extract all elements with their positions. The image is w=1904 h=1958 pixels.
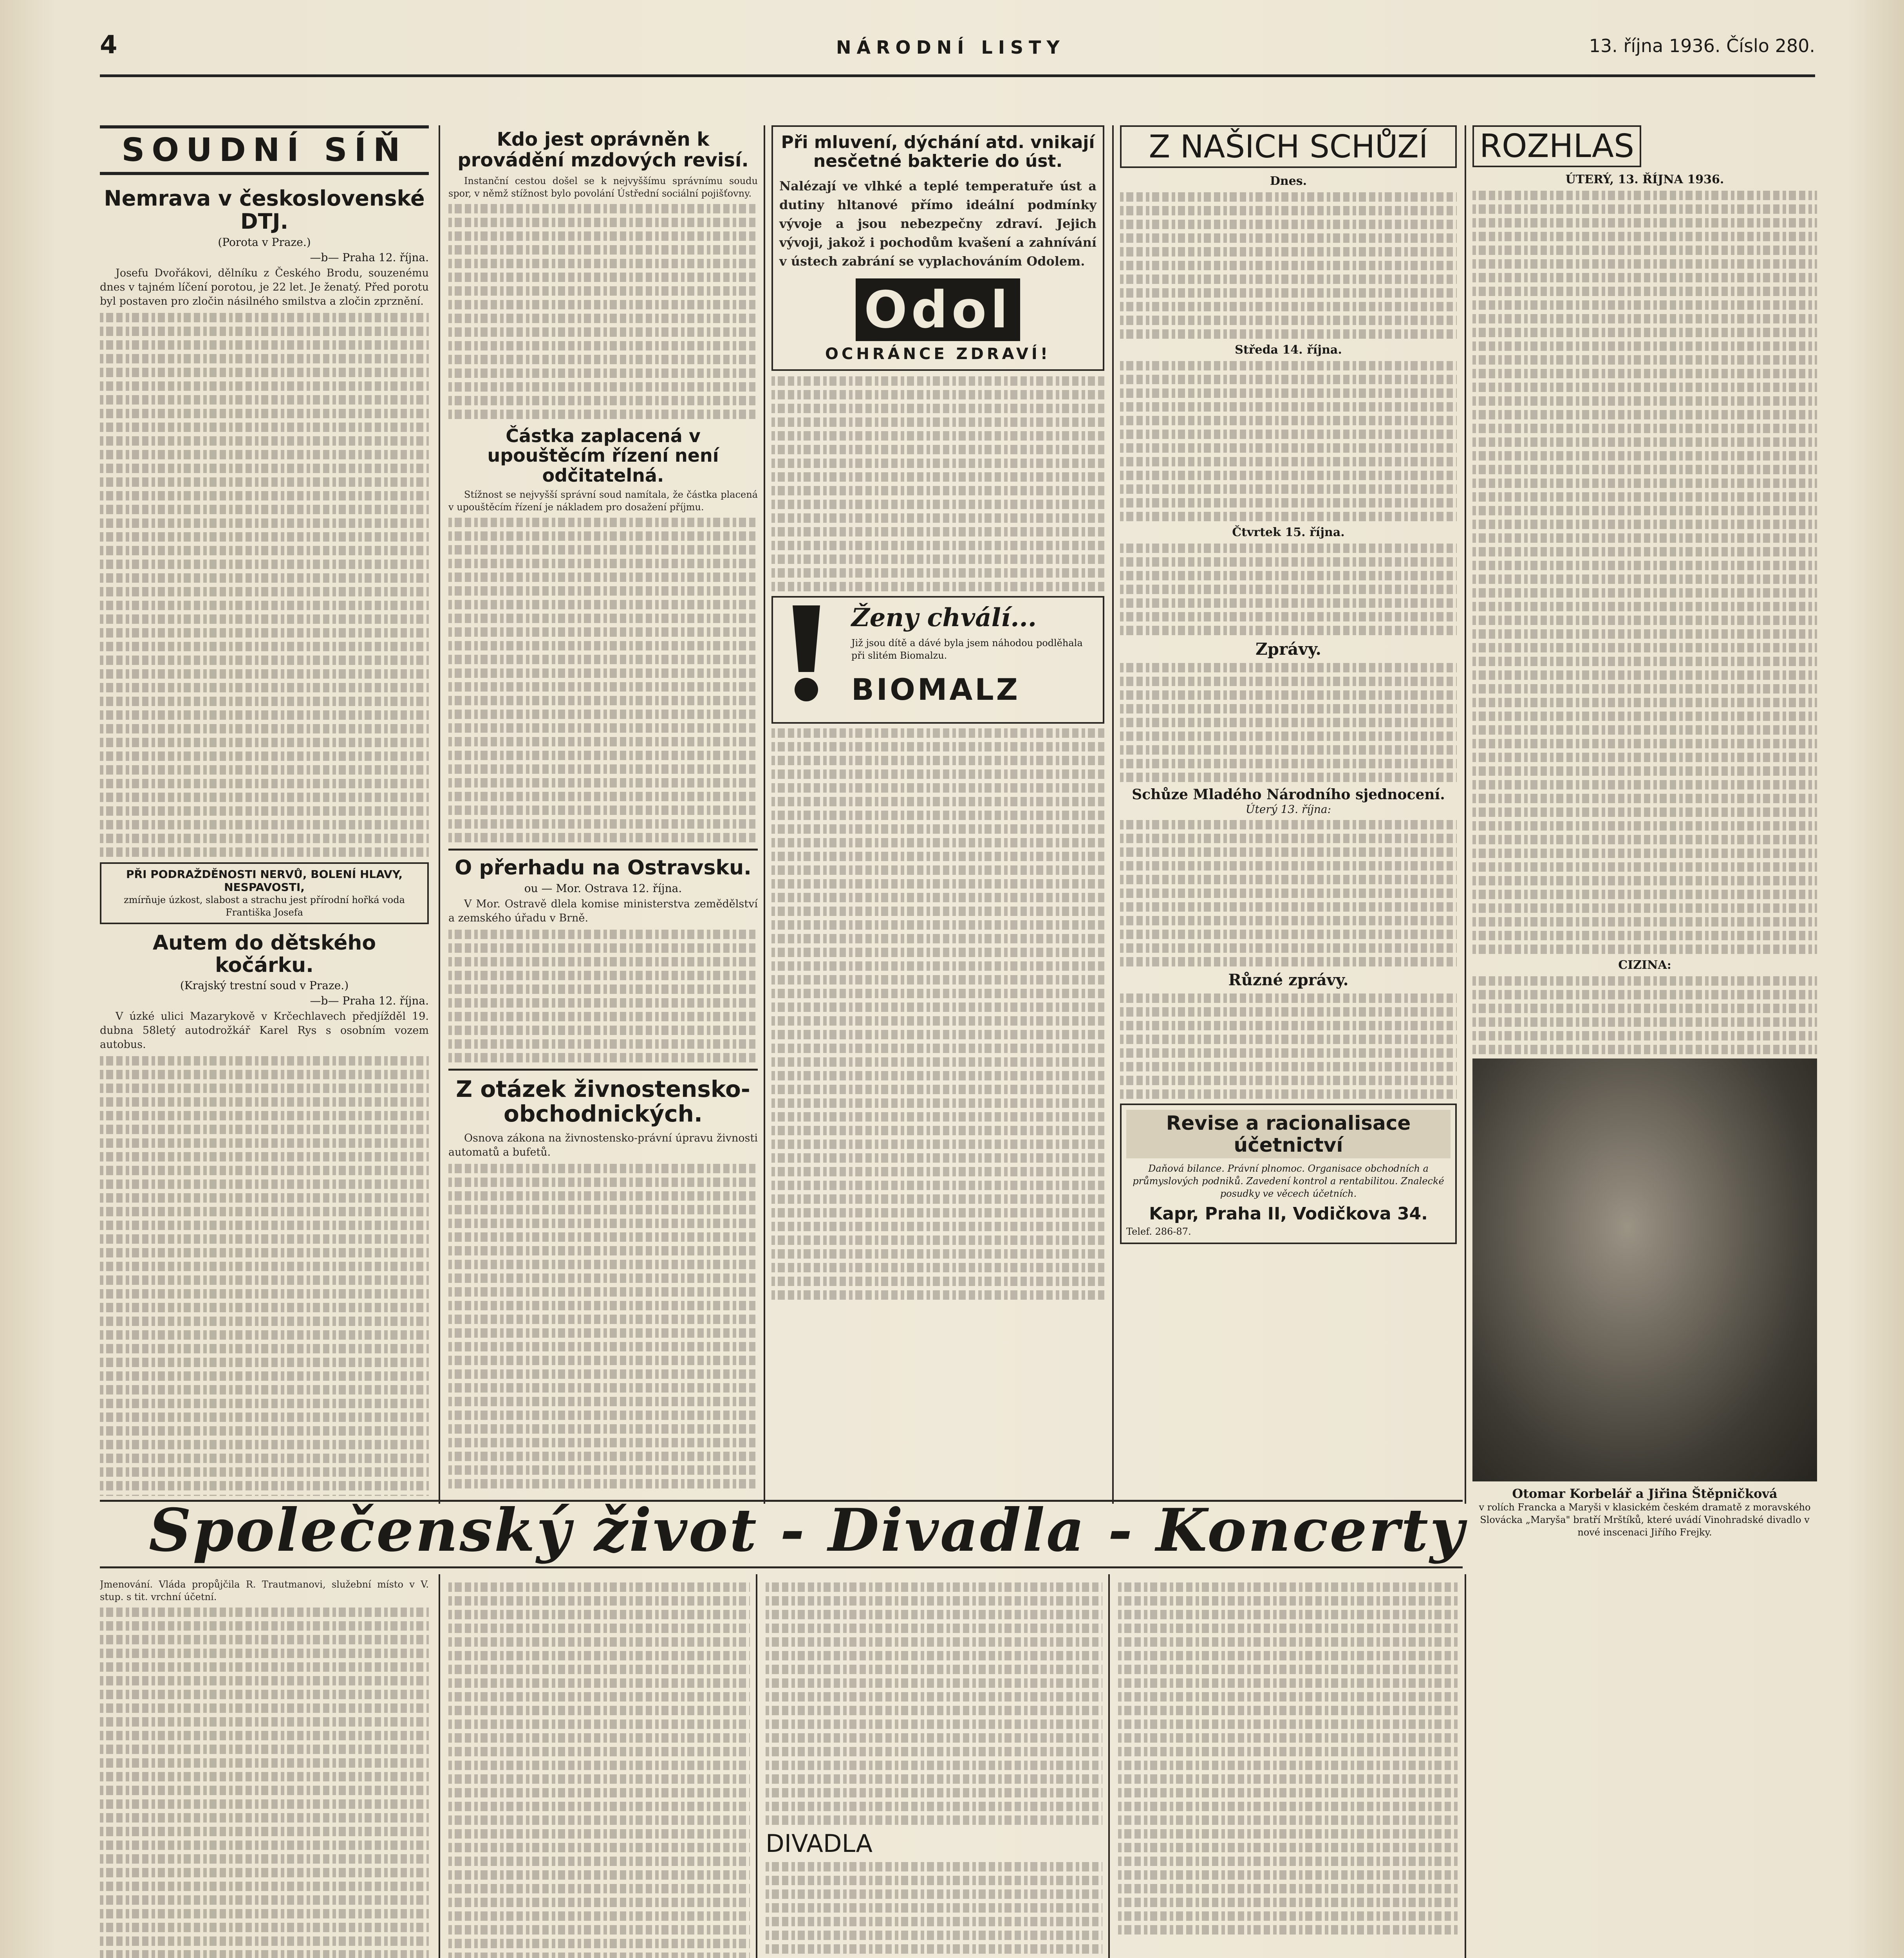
odol-logo: Odol [856, 278, 1020, 341]
divider [448, 849, 758, 851]
theatre-column [766, 1578, 1102, 1958]
article-byline: ou — Mor. Ostrava 12. října. [524, 881, 682, 895]
section-heading: Schůze Mladého Národního sjednocení. [1132, 786, 1445, 803]
revise-phone: Telef. 286-87. [1126, 1226, 1191, 1237]
text-filler [771, 728, 1104, 1300]
article-lead: Josefu Dvořákovi, dělníku z Českého Brodu, souzenému dnes v tajném líčení porotou, je 22 let. Je ženatý. Před porotu byl postaven pro zločin násilného smilstva a zločin zprznění. [100, 267, 429, 307]
text-filler [1120, 544, 1457, 635]
biomalz-text: Již jsou dítě a dávé byla jsem náhodou podlěhala při slitém Biomalzu. [851, 637, 1083, 661]
column-rule [1112, 125, 1114, 1504]
article-lead: V Mor. Ostravě dlela komise ministerstva zemědělství a zemského úřadu v Brně. [448, 898, 758, 924]
revise-text: Daňová bilance. Právní plnomoc. Organisace obchodních a průmyslových podniků. Zavedení kontrol a rentabilitou. Znalecké posudky ve věcech účetních. [1133, 1163, 1444, 1199]
page-header [100, 27, 1815, 77]
column-rule [756, 1574, 757, 1958]
article-title: Nemrava v československé DTJ. [104, 186, 425, 234]
section-heading: Dnes. [1270, 174, 1307, 188]
page-number: 4 [100, 31, 117, 60]
text-filler [448, 518, 758, 842]
photo-caption: v rolích Francka a Maryši v klasickém českém dramatě z moravského Slovácka „Maryša" bratří Mrštíků, které uvádí Vinohradské divadlo v nové inscenaci Jiřího Frejky. [1479, 1502, 1811, 1538]
revise-headline: Revise a racionalisace účetnictví [1126, 1110, 1451, 1158]
article-subtitle: (Krajský trestní soud v Praze.) [180, 979, 349, 992]
text-filler [448, 1582, 750, 1958]
text-filler [448, 930, 758, 1062]
text-filler [1472, 976, 1817, 1054]
article-lead: V úzké ulici Mazarykově v Krčechlavech předjížděl 19. dubna 58letý autodrožkář Karel Rys s osobním vozem autobus. [100, 1010, 429, 1051]
text-filler [1472, 191, 1817, 954]
column-rule [439, 1574, 440, 1958]
exclamation-icon [781, 605, 832, 703]
radio-heading: ROZHLAS [1472, 125, 1641, 167]
text-filler [100, 313, 429, 857]
article-body [100, 1010, 429, 1052]
text-filler [1120, 192, 1457, 339]
article-subtitle: (Porota v Praze.) [218, 235, 311, 249]
section-heading: Různé zprávy. [1228, 971, 1349, 989]
theatre-photo [1472, 1058, 1817, 1481]
article-body [448, 488, 758, 513]
biomalz-logo: BIOMALZ [851, 672, 1020, 707]
article-body [448, 897, 758, 925]
article-lead: Stížnost se nejvyšší správní soud namítala, že částka placená v upouštěcím řízení je nákladem pro dosažení příjmu. [448, 489, 758, 513]
text-filler [1120, 663, 1457, 782]
theatre-column-2 [1118, 1578, 1459, 1958]
text-filler [766, 1582, 1102, 1825]
meetings-heading: Z NAŠICH SCHŮZÍ [1120, 125, 1457, 168]
column-rule [1465, 125, 1466, 1504]
court-banner: SOUDNÍ SÍŇ [100, 125, 429, 175]
column-rule [1108, 1574, 1110, 1958]
text-filler [766, 1862, 1102, 1958]
odol-ad [771, 125, 1104, 371]
section-heading: CIZINA: [1618, 958, 1671, 972]
odol-text: Nalézají ve vlhké a teplé temperatuře úst a dutiny hltanové přímo ideální podmínky vývoje a jsou nebezpečny zdraví. Jejich vývoji, jakož i pochodům kvašení a zahnívání v ústech zabrání se vyplachováním Odolem. [779, 178, 1097, 269]
text-filler [1120, 361, 1457, 521]
article-lead: Osnova zákona na živnostensko-právní úpravu živnosti automatů a bufetů. [448, 1132, 758, 1159]
divider [448, 1069, 758, 1071]
article-dateline: —b— Praha 12. října. [310, 251, 429, 264]
odol-tagline: OCHRÁNCE ZDRAVÍ! [825, 345, 1051, 363]
revise-address: Kapr, Praha II, Vodičkova 34. [1149, 1204, 1428, 1224]
society-column [100, 1578, 429, 1958]
article-title: O přerhadu na Ostravsku. [455, 856, 751, 880]
meetings-column [1120, 125, 1457, 1500]
article-title: Z otázek živnostensko-obchodnických. [456, 1075, 750, 1127]
legal-column [448, 129, 758, 1500]
article-body [448, 175, 758, 200]
radio-column [1472, 125, 1817, 1958]
photo-caption-title: Otomar Korbelář a Jiřina Štěpničková [1512, 1486, 1778, 1501]
text-filler [100, 1608, 429, 1958]
biomalz-ad [771, 596, 1104, 724]
theatre-heading: DIVADLA [766, 1829, 873, 1858]
revise-ad [1120, 1104, 1457, 1244]
paper-name: NÁRODNÍ LISTY [836, 37, 1065, 58]
text-filler [100, 1056, 429, 1496]
concerts-column [448, 1578, 750, 1958]
divider [100, 1566, 1463, 1568]
ads-column [771, 125, 1104, 1500]
article-body [448, 1131, 758, 1160]
text-filler [1120, 820, 1457, 966]
section-heading: Středa 14. října. [1235, 343, 1342, 357]
society-banner: Společenský život - Divadla - Koncerty [149, 1496, 1466, 1565]
column-rule [1465, 1574, 1466, 1958]
radio-date: ÚTERÝ, 13. ŘÍJNA 1936. [1565, 173, 1724, 186]
issue-date: 13. října 1936. Číslo 280. [1589, 35, 1815, 56]
column-rule [439, 125, 440, 1504]
article-dateline: —b— Praha 12. října. [310, 994, 429, 1008]
section-heading: Čtvrtek 15. října. [1232, 526, 1345, 539]
text-filler [771, 376, 1104, 591]
article-lead: Instanční cestou došel se k nejvyššímu správnímu soudu spor, v němž stížnost bylo povolání Ústřední sociální pojišťovny. [448, 175, 758, 199]
column-rule [764, 125, 765, 1504]
ad-caption: PŘI PODRAŽDĚNOSTI NERVŮ, BOLENÍ HLAVY, NESPAVOSTI, [126, 867, 403, 894]
section-heading: Zprávy. [1255, 639, 1321, 659]
text-filler [448, 1164, 758, 1488]
odol-headline: Při mluvení, dýchání atd. vnikají nesčetné bakterie do úst. [781, 132, 1095, 172]
ad-box [100, 862, 429, 924]
ad-text: zmírňuje úzkost, slabost a strachu jest přírodní hořká voda Františka Josefa [124, 894, 405, 918]
biomalz-headline: Ženy chválí... [851, 603, 1037, 632]
article-body [100, 266, 429, 309]
text-filler [1118, 1582, 1459, 1935]
article-title: Autem do dětského kočárku. [152, 931, 376, 977]
article-title: Kdo jest oprávněn k provádění mzdových revisí. [457, 129, 749, 171]
article-title: Částka zaplacená v upouštěcím řízení není odčitatelná. [487, 425, 719, 486]
text-filler [448, 204, 758, 419]
court-column [100, 125, 429, 1496]
society-lead: Jmenování. Vláda propůjčila R. Trautmanovi, služební místo v V. stup. s tit. vrchní účetní. [100, 1579, 429, 1602]
section-subheading: Úterý 13. října: [1245, 803, 1331, 816]
text-filler [1120, 993, 1457, 1099]
